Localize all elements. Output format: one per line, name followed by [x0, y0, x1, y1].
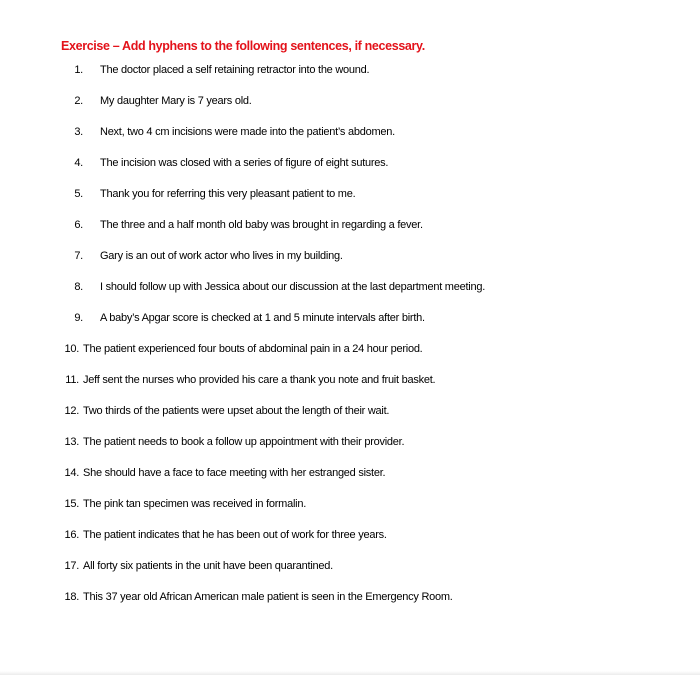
- exercise-item-sentence: My daughter Mary is 7 years old.: [100, 95, 252, 107]
- exercise-item-sentence: The pink tan specimen was received in formalin.: [83, 498, 307, 510]
- exercise-item-number: 3.: [74, 126, 83, 138]
- exercise-item-sentence: Next, two 4 cm incisions were made into the patient’s abdomen.: [100, 126, 395, 138]
- exercise-item: [61, 157, 681, 188]
- exercise-item-number: 6.: [74, 219, 83, 231]
- exercise-item-sentence: All forty six patients in the unit have been quarantined.: [83, 560, 333, 572]
- exercise-item-sentence: I should follow up with Jessica about our discussion at the last department meeting.: [100, 281, 486, 293]
- exercise-item-number: 4.: [74, 157, 83, 169]
- exercise-item-number: 13.: [64, 436, 79, 448]
- exercise-item: [61, 529, 681, 560]
- page-bottom-edge: [0, 671, 700, 675]
- exercise-item: [61, 312, 681, 343]
- document-page: [61, 38, 681, 622]
- exercise-item: [61, 405, 681, 436]
- exercise-item-sentence: Thank you for referring this very pleasant patient to me.: [100, 188, 356, 200]
- exercise-item-number: 11.: [65, 374, 79, 386]
- exercise-item: [61, 95, 681, 126]
- exercise-item-sentence: She should have a face to face meeting with her estranged sister.: [83, 467, 386, 479]
- exercise-item-sentence: The three and a half month old baby was brought in regarding a fever.: [100, 219, 423, 231]
- exercise-item-number: 1.: [74, 64, 83, 76]
- exercise-item-number: 16.: [64, 529, 79, 541]
- exercise-item: [61, 498, 681, 529]
- exercise-item: [61, 343, 681, 374]
- exercise-item-sentence: Gary is an out of work actor who lives in my building.: [100, 250, 343, 262]
- exercise-item-number: 17.: [64, 560, 79, 572]
- exercise-item: [61, 281, 681, 312]
- exercise-item-sentence: The patient indicates that he has been out of work for three years.: [83, 529, 387, 541]
- exercise-item: [61, 436, 681, 467]
- exercise-item-sentence: Two thirds of the patients were upset about the length of their wait.: [83, 405, 390, 417]
- exercise-item-number: 12.: [64, 405, 79, 417]
- exercise-item-number: 18.: [64, 591, 79, 603]
- exercise-item-sentence: This 37 year old African American male patient is seen in the Emergency Room.: [83, 591, 453, 603]
- exercise-item: [61, 219, 681, 250]
- exercise-item-number: 8.: [74, 281, 83, 293]
- exercise-item-number: 2.: [74, 95, 83, 107]
- exercise-item: [61, 591, 681, 622]
- exercise-item-sentence: Jeff sent the nurses who provided his care a thank you note and fruit basket.: [83, 374, 436, 386]
- exercise-item-number: 5.: [74, 188, 83, 200]
- exercise-item-sentence: The incision was closed with a series of figure of eight sutures.: [100, 157, 389, 169]
- exercise-item-number: 14.: [64, 467, 79, 479]
- exercise-item: [61, 64, 681, 95]
- exercise-item-sentence: The doctor placed a self retaining retractor into the wound.: [100, 64, 370, 76]
- exercise-item: [61, 374, 681, 405]
- exercise-item: [61, 560, 681, 591]
- exercise-item-sentence: The patient needs to book a follow up appointment with their provider.: [83, 436, 405, 448]
- exercise-item: [61, 188, 681, 219]
- exercise-title: Exercise – Add hyphens to the following sentences, if necessary.: [61, 39, 425, 53]
- exercise-item: [61, 250, 681, 281]
- exercise-item-number: 15.: [64, 498, 79, 510]
- exercise-list: [61, 64, 681, 622]
- exercise-item: [61, 467, 681, 498]
- exercise-item-sentence: The patient experienced four bouts of abdominal pain in a 24 hour period.: [83, 343, 423, 355]
- exercise-item-number: 7.: [74, 250, 83, 262]
- exercise-item-number: 9.: [74, 312, 83, 324]
- exercise-item: [61, 126, 681, 157]
- exercise-item-sentence: A baby’s Apgar score is checked at 1 and 5 minute intervals after birth.: [100, 312, 425, 324]
- exercise-item-number: 10.: [64, 343, 79, 355]
